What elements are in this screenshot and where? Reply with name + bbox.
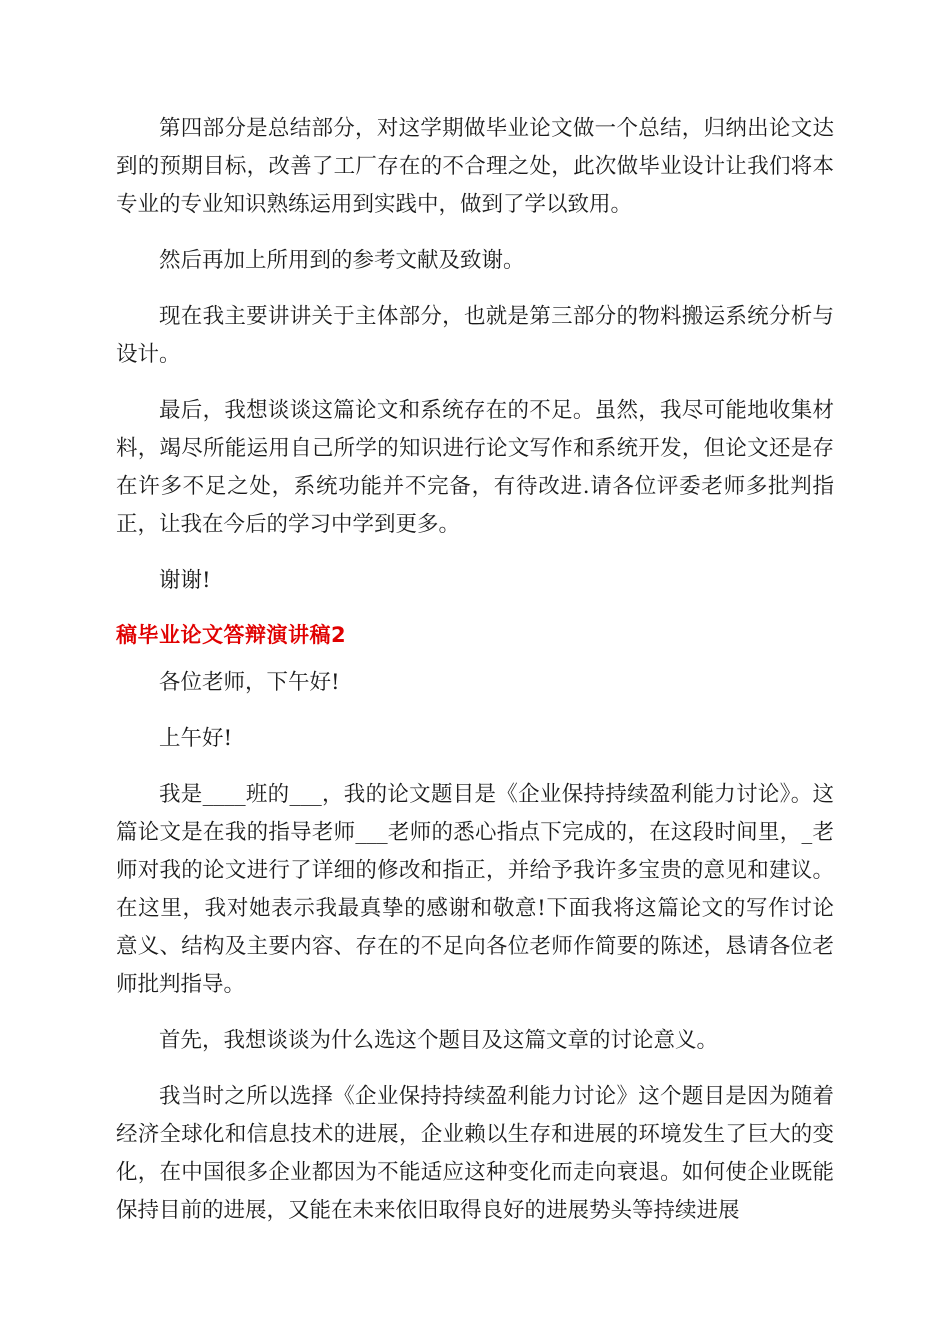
paragraph-references: 然后再加上所用到的参考文献及致谢。 [159, 248, 525, 273]
paragraph-greeting-morning: 上午好! [159, 726, 233, 751]
document-body [116, 110, 834, 1248]
paragraph-thanks: 谢谢! [159, 568, 211, 593]
paragraph-summary-part: 第四部分是总结部分，对这学期做毕业论文做一个总结，归纳出论文达到的预期目标，改善了工厂存在的不合理之处，此次做毕业设计让我们将本专业的专业知识熟练运用到实践中，做到了学以致用。 [116, 116, 834, 217]
paragraph-main-part: 现在我主要讲讲关于主体部分，也就是第三部分的物料搬运系统分析与设计。 [116, 304, 834, 367]
section-heading: 稿毕业论文答辩演讲稿2 [116, 623, 347, 647]
paragraph-topic-reason: 首先，我想谈谈为什么选这个题目及这篇文章的讨论意义。 [159, 1028, 719, 1053]
paragraph-greeting-afternoon: 各位老师，下午好! [159, 670, 340, 695]
paragraph-shortcomings: 最后，我想谈谈这篇论文和系统存在的不足。虽然，我尽可能地收集材料，竭尽所能运用自己所学的知识进行论文写作和系统开发，但论文还是存在许多不足之处，系统功能并不完备，有待改进.请各位评委老师多批判指正，让我在今后的学习中学到更多。 [116, 398, 834, 537]
paragraph-topic-background: 我当时之所以选择《企业保持持续盈利能力讨论》这个题目是因为随着经济全球化和信息技术的进展，企业赖以生存和进展的环境发生了巨大的变化，在中国很多企业都因为不能适应这种变化而走向衰退。如何使企业既能保持目前的进展，又能在未来依旧取得良好的进展势头等持续进展 [116, 1084, 834, 1223]
paragraph-introduction: 我是____班的___，我的论文题目是《企业保持持续盈利能力讨论》。这篇论文是在我的指导老师___老师的悉心指点下完成的，在这段时间里，_老师对我的论文进行了详细的修改和指正，并给予我许多宝贵的意见和建议。在这里，我对她表示我最真挚的感谢和敬意!下面我将这篇论文的写作讨论意义、结构及主要内容、存在的不足向各位老师作简要的陈述，恳请各位老师批判指导。 [116, 782, 834, 997]
